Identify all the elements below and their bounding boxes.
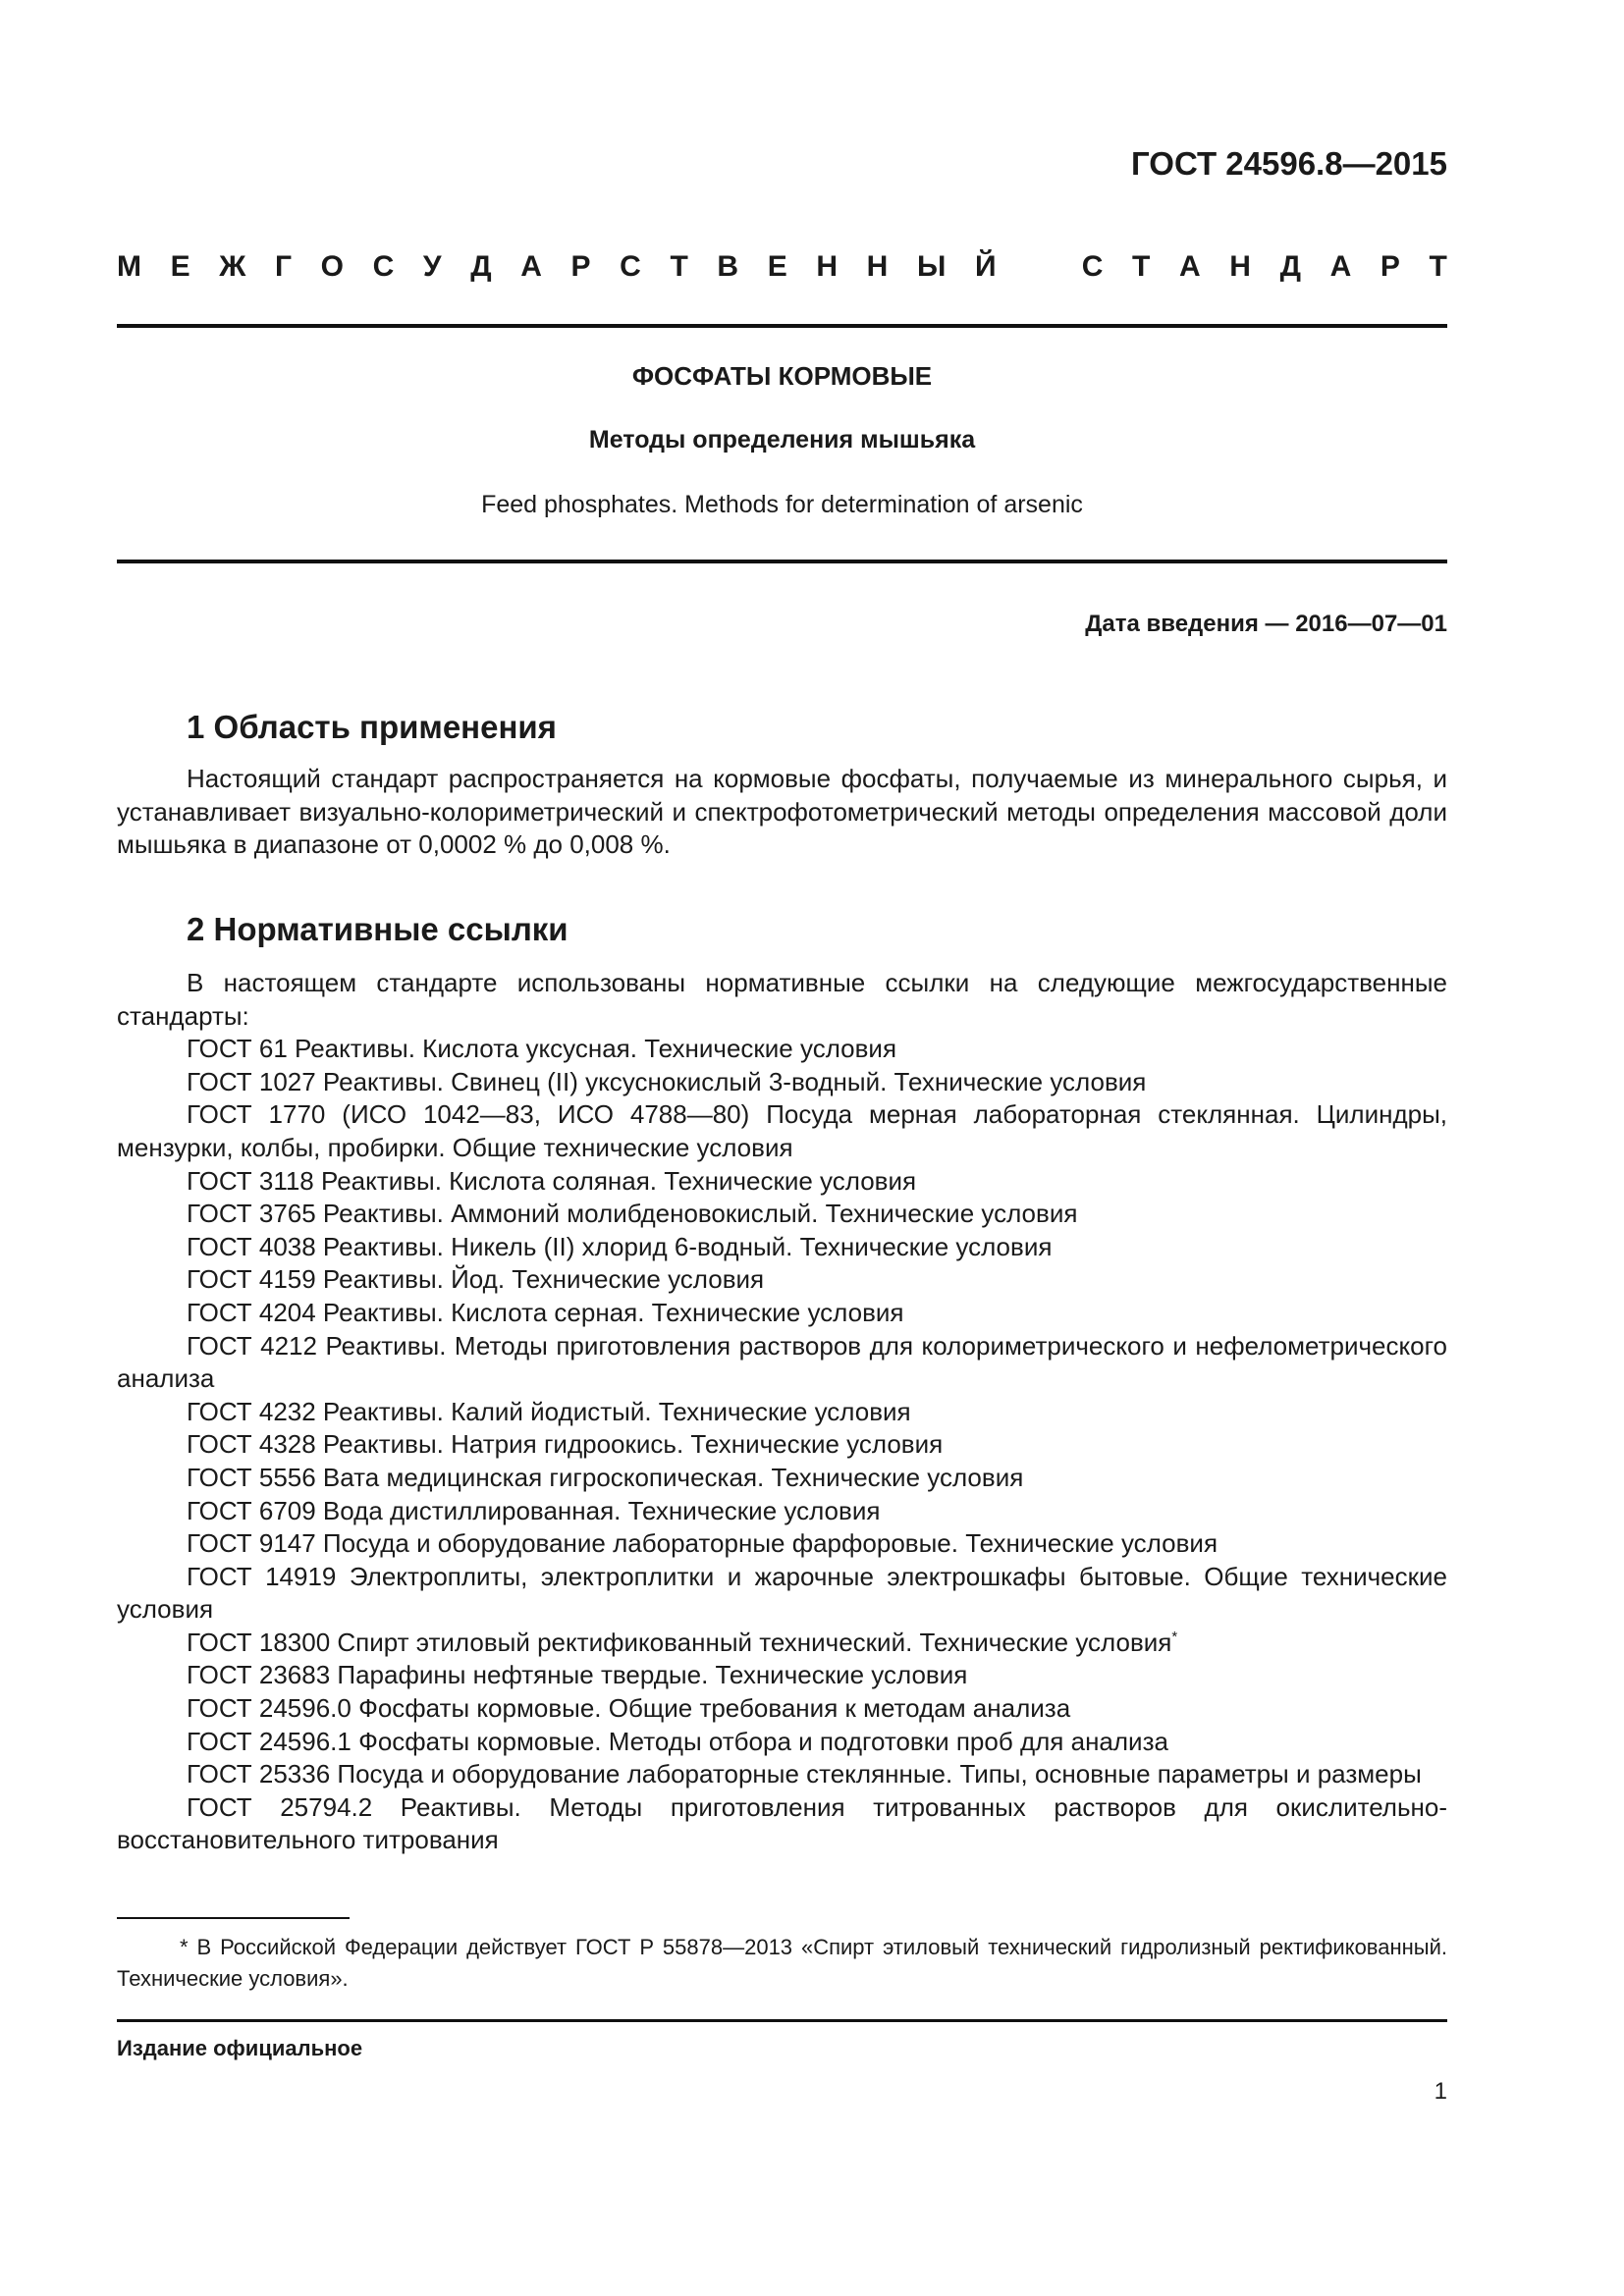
- standard-type-letter: У: [422, 250, 442, 283]
- standard-type-letter: Т: [670, 250, 688, 283]
- standard-type-letter: А: [1179, 250, 1201, 283]
- normative-reference-text: ГОСТ 24596.0 Фосфаты кормовые. Общие требования к методам анализа: [187, 1693, 1071, 1724]
- normative-reference-text: ГОСТ 4204 Реактивы. Кислота серная. Технические условия: [187, 1297, 904, 1327]
- normative-reference-text: ГОСТ 1027 Реактивы. Свинец (II) уксуснокислый 3-водный. Технические условия: [187, 1066, 1147, 1096]
- document-subtitle: Методы определения мышьяка: [588, 426, 976, 454]
- normative-reference-text: ГОСТ 4328 Реактивы. Натрия гидроокись. Технические условия: [187, 1429, 944, 1460]
- normative-reference-item: [117, 1198, 1447, 1231]
- standard-type-letter: М: [117, 250, 141, 283]
- normative-reference-item: [117, 1396, 1447, 1429]
- standard-type-letter: О: [320, 250, 344, 283]
- standard-type-letter: С: [1081, 250, 1104, 283]
- standard-type-letter: Д: [470, 250, 492, 283]
- standard-type-letter: С: [620, 250, 641, 283]
- normative-reference-text: ГОСТ 1770 (ИСО 1042—83, ИСО 4788—80) Посуда мерная лабораторная стеклянная. Цилиндры, мензурки, колбы, пробирки. Общие технические условия: [117, 1099, 1447, 1162]
- normative-reference-item: [117, 1462, 1447, 1495]
- normative-reference-text: ГОСТ 9147 Посуда и оборудование лабораторные фарфоровые. Технические условия: [187, 1528, 1218, 1559]
- standard-type-letter: Т: [1429, 250, 1447, 283]
- normative-reference-text: ГОСТ 14919 Электроплиты, электроплитки и жарочные электрошкафы бытовые. Общие технические условия: [117, 1561, 1447, 1625]
- normative-reference-item: [117, 1297, 1447, 1330]
- official-edition-label: Издание официальное: [117, 2036, 363, 2060]
- section-1-heading: 1 Область применения: [187, 709, 557, 745]
- standard-type-letter: С: [372, 250, 395, 283]
- standard-type-gap: [1025, 250, 1053, 284]
- standard-type-letter: А: [520, 250, 542, 283]
- standard-number: ГОСТ 24596.8—2015: [1131, 145, 1447, 182]
- footnote-rule: [117, 1917, 350, 1919]
- normative-reference-item: [117, 1231, 1447, 1264]
- footnote-marker: *: [1171, 1628, 1178, 1645]
- standard-type-letter: Т: [1132, 250, 1151, 283]
- introduction-date: Дата введения — 2016—07—01: [1085, 611, 1447, 637]
- standard-type-letter: Д: [1279, 250, 1301, 283]
- document-title-english: Feed phosphates. Methods for determination of arsenic: [481, 491, 1083, 518]
- normative-reference-item: [117, 1791, 1447, 1857]
- normative-reference-item: [117, 1561, 1447, 1627]
- standard-type-letter: Н: [816, 250, 839, 283]
- normative-reference-text: ГОСТ 18300 Спирт этиловый ректификованный технический. Технические условия: [187, 1627, 1172, 1657]
- normative-reference-text: ГОСТ 5556 Вата медицинская гигроскопическая. Технические условия: [187, 1462, 1024, 1492]
- normative-reference-item: [117, 1263, 1447, 1297]
- normative-reference-text: ГОСТ 4212 Реактивы. Методы приготовления растворов для колориметрического и нефелометрического анализа: [117, 1330, 1447, 1394]
- standard-type-heading: [117, 250, 1447, 284]
- normative-reference-text: ГОСТ 4038 Реактивы. Никель (II) хлорид 6-водный. Технические условия: [187, 1231, 1053, 1261]
- standard-type-letter: В: [717, 250, 739, 283]
- normative-reference-item: [117, 1758, 1447, 1791]
- title-rule: [117, 560, 1447, 563]
- normative-reference-text: ГОСТ 25336 Посуда и оборудование лабораторные стеклянные. Типы, основные параметры и размеры: [187, 1759, 1422, 1789]
- standard-type-letter: Н: [866, 250, 889, 283]
- footnote-text: * В Российской Федерации действует ГОСТ Р 55878—2013 «Спирт этиловый технический гидролизный ректификованный. Технические условия».: [117, 1935, 1447, 1991]
- standard-type-letter: Е: [767, 250, 787, 283]
- normative-reference-text: ГОСТ 61 Реактивы. Кислота уксусная. Технические условия: [187, 1034, 897, 1064]
- section-1-paragraph: Настоящий стандарт распространяется на кормовые фосфаты, получаемые из минерального сырья, и устанавливает визуально-колориметрический и спектрофотометрический методы определения массовой доли мышьяка в диапазоне от 0,0002 % до 0,008 %.: [117, 764, 1447, 860]
- header-rule: [117, 324, 1447, 328]
- normative-reference-item: [117, 1527, 1447, 1561]
- normative-reference-text: ГОСТ 4159 Реактивы. Йод. Технические условия: [187, 1264, 765, 1295]
- normative-reference-item: [117, 1726, 1447, 1759]
- normative-reference-list: [117, 1033, 1447, 1857]
- normative-reference-item: [117, 1066, 1447, 1099]
- document-title: ФОСФАТЫ КОРМОВЫЕ: [631, 361, 933, 391]
- footnote: [117, 1932, 1447, 1995]
- section-2-body: [117, 967, 1447, 1857]
- section-2-heading: 2 Нормативные ссылки: [187, 911, 568, 947]
- normative-reference-text: ГОСТ 3765 Реактивы. Аммоний молибденовокислый. Технические условия: [187, 1199, 1078, 1229]
- normative-reference-item: [117, 1165, 1447, 1199]
- standard-type-letter: Е: [170, 250, 190, 283]
- standard-type-letter: Ы: [916, 250, 947, 283]
- standard-type-letter: Ж: [219, 250, 246, 283]
- section-2-intro: В настоящем стандарте использованы нормативные ссылки на следующие межгосударственные стандарты:: [117, 968, 1447, 1031]
- normative-reference-item: [117, 1659, 1447, 1692]
- normative-reference-text: ГОСТ 25794.2 Реактивы. Методы приготовления титрованных растворов для окислительно-восстановительного титрования: [117, 1791, 1447, 1855]
- standard-type-letter: Г: [275, 250, 293, 283]
- normative-reference-item: [117, 1692, 1447, 1726]
- normative-reference-text: ГОСТ 23683 Парафины нефтяные твердые. Технические условия: [187, 1660, 968, 1690]
- standard-type-letter: Р: [1380, 250, 1400, 283]
- section-1-body: [117, 763, 1447, 862]
- normative-reference-item: [117, 1033, 1447, 1066]
- standard-type-letter: Р: [570, 250, 591, 283]
- standard-type-letter: Н: [1229, 250, 1251, 283]
- normative-reference-item: [117, 1428, 1447, 1462]
- normative-reference-text: ГОСТ 4232 Реактивы. Калий йодистый. Технические условия: [187, 1396, 911, 1426]
- normative-reference-item: [117, 1495, 1447, 1528]
- normative-reference-text: ГОСТ 24596.1 Фосфаты кормовые. Методы отбора и подготовки проб для анализа: [187, 1726, 1168, 1756]
- normative-reference-text: ГОСТ 6709 Вода дистиллированная. Технические условия: [187, 1495, 881, 1525]
- page-number: 1: [1434, 2078, 1447, 2105]
- normative-reference-item: [117, 1330, 1447, 1396]
- footer-rule: [117, 2019, 1447, 2022]
- normative-reference-text: ГОСТ 3118 Реактивы. Кислота соляная. Технические условия: [187, 1165, 917, 1196]
- standard-type-letter: А: [1329, 250, 1352, 283]
- standard-type-letter: Й: [974, 250, 997, 283]
- normative-reference-item: [117, 1098, 1447, 1164]
- normative-reference-item: [117, 1627, 1447, 1660]
